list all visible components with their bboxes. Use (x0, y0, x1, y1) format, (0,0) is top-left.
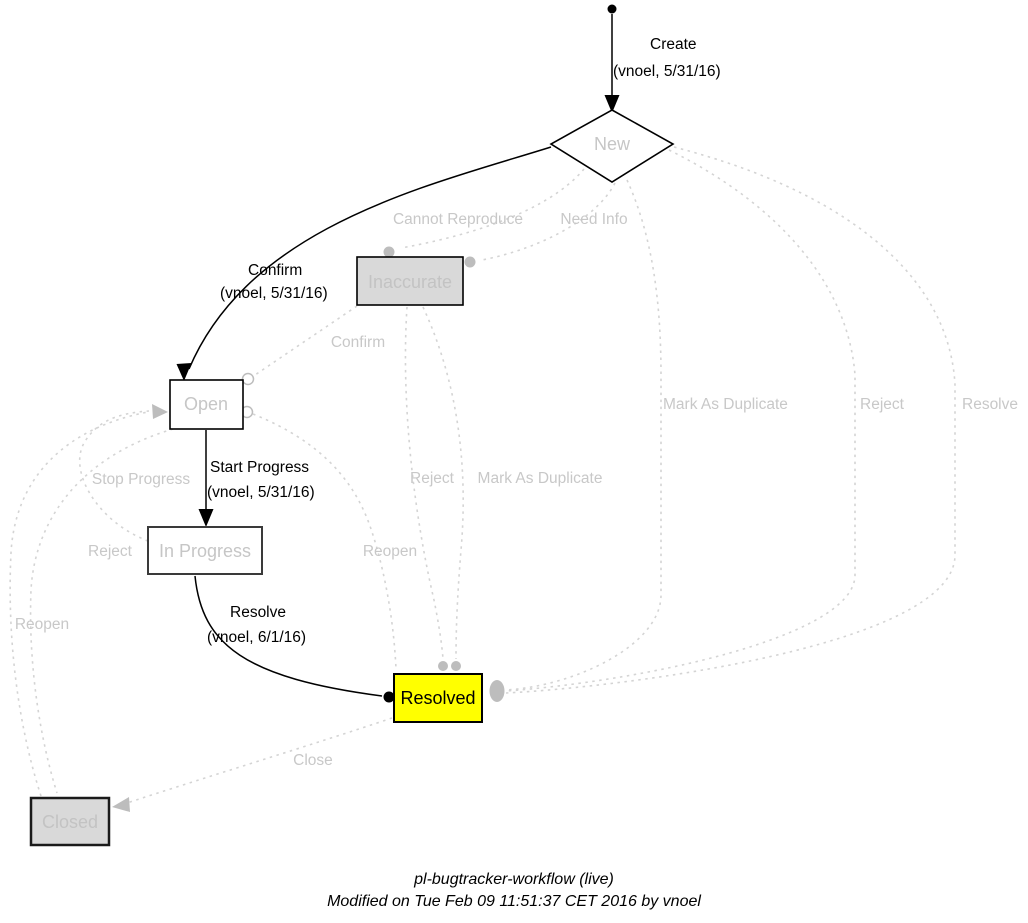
edge-label-resolve: Resolve (962, 396, 1018, 413)
edge-stop-progress (80, 411, 191, 541)
edge-endpoint-circle-icon (243, 374, 254, 385)
edge-path (401, 169, 584, 248)
edge-endpoint-dot-icon (438, 661, 448, 671)
edge-label-create: Create (650, 36, 697, 53)
node-resolved[interactable] (394, 674, 482, 722)
edge-endpoint-dot-icon (465, 257, 476, 268)
edge-reopen-closed (10, 412, 148, 796)
edge-label-resolve: Resolve (230, 604, 286, 621)
edge-label-cannot-reproduce: Cannot Reproduce (392, 211, 524, 228)
edge-resolve-new (506, 147, 1018, 693)
edge-label-confirm-gray: Confirm (330, 334, 386, 351)
edge-endpoint-dot-icon (384, 692, 395, 703)
edge-meta-resolve: (vnoel, 6/1/16) (207, 629, 307, 646)
node-label-closed: Closed (41, 812, 99, 832)
diagram-title: pl-bugtracker-workflow (live) (414, 871, 614, 888)
arrowhead-icon (199, 509, 214, 527)
edge-label-start-progress: Start Progress (210, 459, 310, 476)
edge-endpoint-dot-icon (490, 680, 505, 702)
arrowhead-icon (152, 404, 168, 419)
edge-meta-confirm: (vnoel, 5/31/16) (220, 285, 328, 302)
edge-label-stop-progress: Stop Progress (91, 471, 191, 488)
edge-label-mark-as-duplicate-mid: Mark As Duplicate (477, 470, 603, 487)
node-label-new: New (593, 134, 631, 154)
edge-label-reopen-left: Reopen (14, 616, 70, 633)
node-in-progress[interactable] (148, 527, 262, 574)
edge-label-reject: Reject (860, 396, 904, 413)
edge-label-confirm: Confirm (248, 262, 303, 279)
diagram-subtitle: Modified on Tue Feb 09 11:51:37 CET 2016 by vnoel (327, 893, 701, 910)
edge-path (10, 412, 148, 796)
node-label-inaccurate: Inaccurate (367, 272, 453, 292)
edge-meta-start-progress: (vnoel, 5/31/16) (207, 484, 315, 501)
edge-resolve-in-progress (195, 576, 395, 703)
edge-path (506, 147, 955, 693)
edge-path (127, 718, 392, 803)
edge-label-close: Close (293, 752, 333, 769)
node-open[interactable] (170, 380, 243, 429)
edge-label-reject-mid: Reject (410, 470, 454, 487)
edge-endpoint-dot-icon (451, 661, 461, 671)
edge-label-mark-as-duplicate: Mark As Duplicate (663, 396, 788, 413)
edge-endpoint-dot-icon (384, 247, 395, 258)
edge-reject-inaccurate (405, 307, 454, 671)
node-label-resolved: Resolved (400, 688, 476, 708)
edge-path (506, 180, 661, 690)
edge-create (605, 14, 721, 113)
edge-meta-create: (vnoel, 5/31/16) (613, 63, 721, 80)
node-inaccurate[interactable] (357, 257, 463, 305)
node-label-open: Open (183, 394, 229, 414)
edge-close (112, 718, 392, 812)
start-dot-icon (608, 5, 617, 14)
node-label-in-progress: In Progress (158, 541, 252, 561)
edge-start-progress (199, 430, 315, 527)
node-new[interactable] (551, 110, 673, 182)
edge-confirm-inaccurate (243, 306, 386, 385)
edge-label-need-info: Need Info (560, 211, 628, 228)
edge-label-reject-left: Reject (88, 543, 132, 560)
edge-path (506, 150, 855, 691)
arrowhead-icon (112, 797, 130, 812)
node-closed[interactable] (31, 798, 109, 845)
edge-cannot-reproduce (384, 169, 585, 258)
edge-mark-as-duplicate-inaccurate (423, 307, 602, 671)
edge-label-reopen-mid: Reopen (362, 543, 418, 560)
arrowhead-icon (177, 363, 192, 381)
edge-mark-as-duplicate-new (506, 180, 788, 690)
edge-reject-new (506, 150, 905, 691)
